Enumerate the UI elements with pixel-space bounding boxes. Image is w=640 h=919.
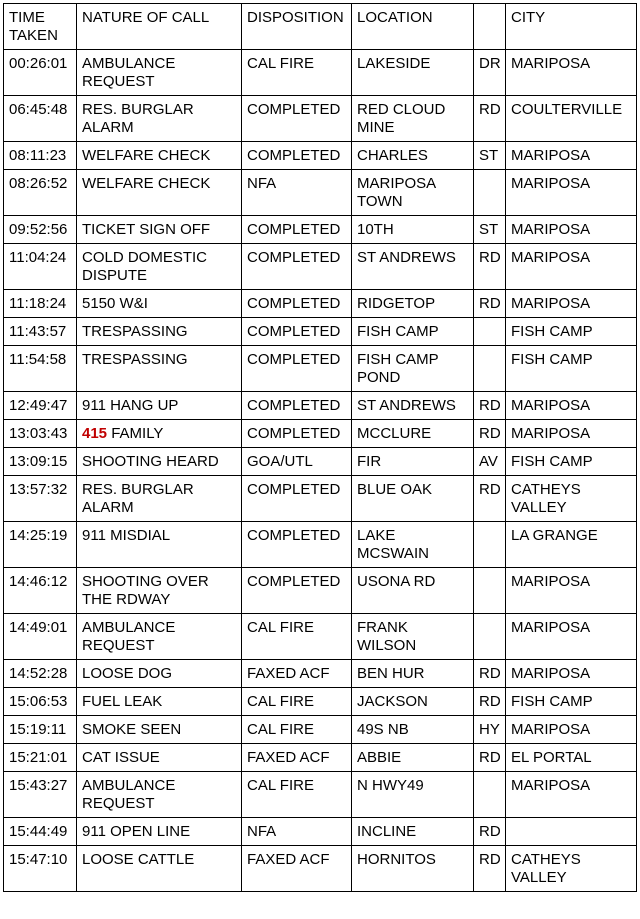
table-row	[4, 846, 637, 892]
cell-time: 11:54:58	[4, 346, 77, 392]
cell-disposition: COMPLETED	[242, 346, 352, 392]
cell-nature-of-call: SHOOTING HEARD	[77, 448, 242, 476]
cell-location: 10TH	[352, 216, 474, 244]
cell-nature-of-call: AMBULANCE REQUEST	[77, 50, 242, 96]
cell-city: MARIPOSA	[506, 716, 637, 744]
cell-city: CATHEYS VALLEY	[506, 476, 637, 522]
table-row	[4, 318, 637, 346]
cell-suffix: HY	[474, 716, 506, 744]
cell-location: USONA RD	[352, 568, 474, 614]
cell-time: 11:18:24	[4, 290, 77, 318]
cell-nature-of-call	[77, 420, 242, 448]
cell-disposition: COMPLETED	[242, 216, 352, 244]
table-row	[4, 170, 637, 216]
cell-location: N HWY49	[352, 772, 474, 818]
cell-location: RIDGETOP	[352, 290, 474, 318]
cell-disposition: COMPLETED	[242, 244, 352, 290]
table-row	[4, 448, 637, 476]
cell-nature-of-call: WELFARE CHECK	[77, 170, 242, 216]
cell-location: LAKE MCSWAIN	[352, 522, 474, 568]
cell-city: MARIPOSA	[506, 142, 637, 170]
cell-location: FRANK WILSON	[352, 614, 474, 660]
cell-nature-of-call: RES. BURGLAR ALARM	[77, 476, 242, 522]
table-row	[4, 96, 637, 142]
cell-suffix: RD	[474, 476, 506, 522]
cell-suffix: ST	[474, 142, 506, 170]
cell-location: ST ANDREWS	[352, 244, 474, 290]
table-row	[4, 660, 637, 688]
cell-location: BLUE OAK	[352, 476, 474, 522]
header-time-taken: TIME TAKEN	[4, 4, 77, 50]
header-nature-of-call: NATURE OF CALL	[77, 4, 242, 50]
cell-nature-of-call: 911 MISDIAL	[77, 522, 242, 568]
cell-disposition: CAL FIRE	[242, 772, 352, 818]
cell-time: 15:43:27	[4, 772, 77, 818]
cell-suffix: RD	[474, 744, 506, 772]
cell-location: ST ANDREWS	[352, 392, 474, 420]
cell-nature-of-call: LOOSE CATTLE	[77, 846, 242, 892]
cell-nature-of-call: AMBULANCE REQUEST	[77, 614, 242, 660]
cell-time: 11:43:57	[4, 318, 77, 346]
cell-suffix	[474, 568, 506, 614]
cell-suffix	[474, 522, 506, 568]
table-row	[4, 522, 637, 568]
table-row	[4, 346, 637, 392]
header-suffix	[474, 4, 506, 50]
cell-nature-of-call: AMBULANCE REQUEST	[77, 772, 242, 818]
cell-suffix	[474, 318, 506, 346]
nature-code-highlight: 415	[82, 425, 108, 442]
cell-location: HORNITOS	[352, 846, 474, 892]
cell-suffix	[474, 614, 506, 660]
cell-disposition: FAXED ACF	[242, 660, 352, 688]
cell-suffix: ST	[474, 216, 506, 244]
cell-location: CHARLES	[352, 142, 474, 170]
cell-city: MARIPOSA	[506, 772, 637, 818]
table-row	[4, 688, 637, 716]
cell-disposition: COMPLETED	[242, 420, 352, 448]
cell-disposition: COMPLETED	[242, 96, 352, 142]
cell-disposition: CAL FIRE	[242, 614, 352, 660]
cell-location: BEN HUR	[352, 660, 474, 688]
cell-suffix: RD	[474, 96, 506, 142]
cell-suffix: AV	[474, 448, 506, 476]
cell-time: 15:44:49	[4, 818, 77, 846]
cell-nature-of-call: CAT ISSUE	[77, 744, 242, 772]
table-row	[4, 244, 637, 290]
cell-location: MARIPOSA TOWN	[352, 170, 474, 216]
cell-disposition: GOA/UTL	[242, 448, 352, 476]
cell-time: 13:57:32	[4, 476, 77, 522]
cell-suffix: RD	[474, 392, 506, 420]
cell-location: ABBIE	[352, 744, 474, 772]
cell-nature-of-call: 5150 W&I	[77, 290, 242, 318]
cell-suffix: RD	[474, 660, 506, 688]
cell-disposition: CAL FIRE	[242, 688, 352, 716]
cell-city: MARIPOSA	[506, 568, 637, 614]
cell-location: INCLINE	[352, 818, 474, 846]
cell-city: FISH CAMP	[506, 318, 637, 346]
cell-city: MARIPOSA	[506, 614, 637, 660]
cell-city: MARIPOSA	[506, 290, 637, 318]
cell-location: 49S NB	[352, 716, 474, 744]
cell-suffix: RD	[474, 244, 506, 290]
cell-location: RED CLOUD MINE	[352, 96, 474, 142]
cell-suffix: RD	[474, 846, 506, 892]
cell-suffix: RD	[474, 688, 506, 716]
table-row	[4, 142, 637, 170]
table-row	[4, 420, 637, 448]
cell-nature-of-call: COLD DOMESTIC DISPUTE	[77, 244, 242, 290]
cell-nature-of-call: 911 HANG UP	[77, 392, 242, 420]
cell-time: 15:47:10	[4, 846, 77, 892]
cell-nature-of-call: TICKET SIGN OFF	[77, 216, 242, 244]
cell-suffix	[474, 772, 506, 818]
cell-nature-of-call: 911 OPEN LINE	[77, 818, 242, 846]
cell-city: CATHEYS VALLEY	[506, 846, 637, 892]
cell-time: 06:45:48	[4, 96, 77, 142]
table-row	[4, 614, 637, 660]
header-location: LOCATION	[352, 4, 474, 50]
cell-time: 15:21:01	[4, 744, 77, 772]
cell-disposition: FAXED ACF	[242, 846, 352, 892]
table-row	[4, 216, 637, 244]
cell-time: 08:11:23	[4, 142, 77, 170]
cell-city: FISH CAMP	[506, 448, 637, 476]
cell-nature-of-call: WELFARE CHECK	[77, 142, 242, 170]
cell-location: MCCLURE	[352, 420, 474, 448]
header-row	[4, 4, 637, 50]
cell-time: 14:52:28	[4, 660, 77, 688]
nature-text: FAMILY	[107, 425, 164, 442]
cell-time: 00:26:01	[4, 50, 77, 96]
cell-nature-of-call: FUEL LEAK	[77, 688, 242, 716]
cell-nature-of-call: SMOKE SEEN	[77, 716, 242, 744]
cell-location: FISH CAMP	[352, 318, 474, 346]
header-city: CITY	[506, 4, 637, 50]
cell-disposition: COMPLETED	[242, 318, 352, 346]
cell-time: 15:06:53	[4, 688, 77, 716]
cell-time: 13:09:15	[4, 448, 77, 476]
cell-disposition: COMPLETED	[242, 522, 352, 568]
cell-disposition: COMPLETED	[242, 142, 352, 170]
table-row	[4, 716, 637, 744]
cell-disposition: CAL FIRE	[242, 50, 352, 96]
cell-disposition: COMPLETED	[242, 392, 352, 420]
table-row	[4, 290, 637, 318]
table-row	[4, 744, 637, 772]
cell-location: LAKESIDE	[352, 50, 474, 96]
cell-city: MARIPOSA	[506, 216, 637, 244]
cell-suffix: RD	[474, 290, 506, 318]
cell-time: 14:25:19	[4, 522, 77, 568]
table-row	[4, 476, 637, 522]
cell-time: 15:19:11	[4, 716, 77, 744]
cell-suffix: DR	[474, 50, 506, 96]
cell-nature-of-call: SHOOTING OVER THE RDWAY	[77, 568, 242, 614]
cell-city: MARIPOSA	[506, 244, 637, 290]
cell-suffix: RD	[474, 818, 506, 846]
cell-disposition: NFA	[242, 818, 352, 846]
cell-city	[506, 818, 637, 846]
cell-disposition: CAL FIRE	[242, 716, 352, 744]
cell-city: FISH CAMP	[506, 346, 637, 392]
cell-disposition: COMPLETED	[242, 290, 352, 318]
table-row	[4, 772, 637, 818]
call-log-table	[3, 3, 637, 892]
cell-nature-of-call: TRESPASSING	[77, 318, 242, 346]
table-row	[4, 568, 637, 614]
table-row	[4, 50, 637, 96]
cell-location: JACKSON	[352, 688, 474, 716]
cell-city: MARIPOSA	[506, 50, 637, 96]
header-disposition: DISPOSITION	[242, 4, 352, 50]
cell-time: 12:49:47	[4, 392, 77, 420]
table-row	[4, 818, 637, 846]
table-row	[4, 392, 637, 420]
cell-time: 11:04:24	[4, 244, 77, 290]
cell-nature-of-call: LOOSE DOG	[77, 660, 242, 688]
cell-time: 14:49:01	[4, 614, 77, 660]
cell-city: EL PORTAL	[506, 744, 637, 772]
cell-location: FIR	[352, 448, 474, 476]
cell-time: 14:46:12	[4, 568, 77, 614]
cell-city: FISH CAMP	[506, 688, 637, 716]
cell-nature-of-call: TRESPASSING	[77, 346, 242, 392]
cell-location: FISH CAMP POND	[352, 346, 474, 392]
cell-suffix	[474, 170, 506, 216]
cell-city: COULTERVILLE	[506, 96, 637, 142]
cell-disposition: FAXED ACF	[242, 744, 352, 772]
cell-time: 09:52:56	[4, 216, 77, 244]
cell-city: LA GRANGE	[506, 522, 637, 568]
cell-suffix	[474, 346, 506, 392]
cell-suffix: RD	[474, 420, 506, 448]
cell-city: MARIPOSA	[506, 420, 637, 448]
cell-time: 08:26:52	[4, 170, 77, 216]
cell-disposition: COMPLETED	[242, 568, 352, 614]
cell-city: MARIPOSA	[506, 170, 637, 216]
cell-disposition: NFA	[242, 170, 352, 216]
cell-disposition: COMPLETED	[242, 476, 352, 522]
cell-time: 13:03:43	[4, 420, 77, 448]
cell-nature-of-call: RES. BURGLAR ALARM	[77, 96, 242, 142]
cell-city: MARIPOSA	[506, 392, 637, 420]
cell-city: MARIPOSA	[506, 660, 637, 688]
